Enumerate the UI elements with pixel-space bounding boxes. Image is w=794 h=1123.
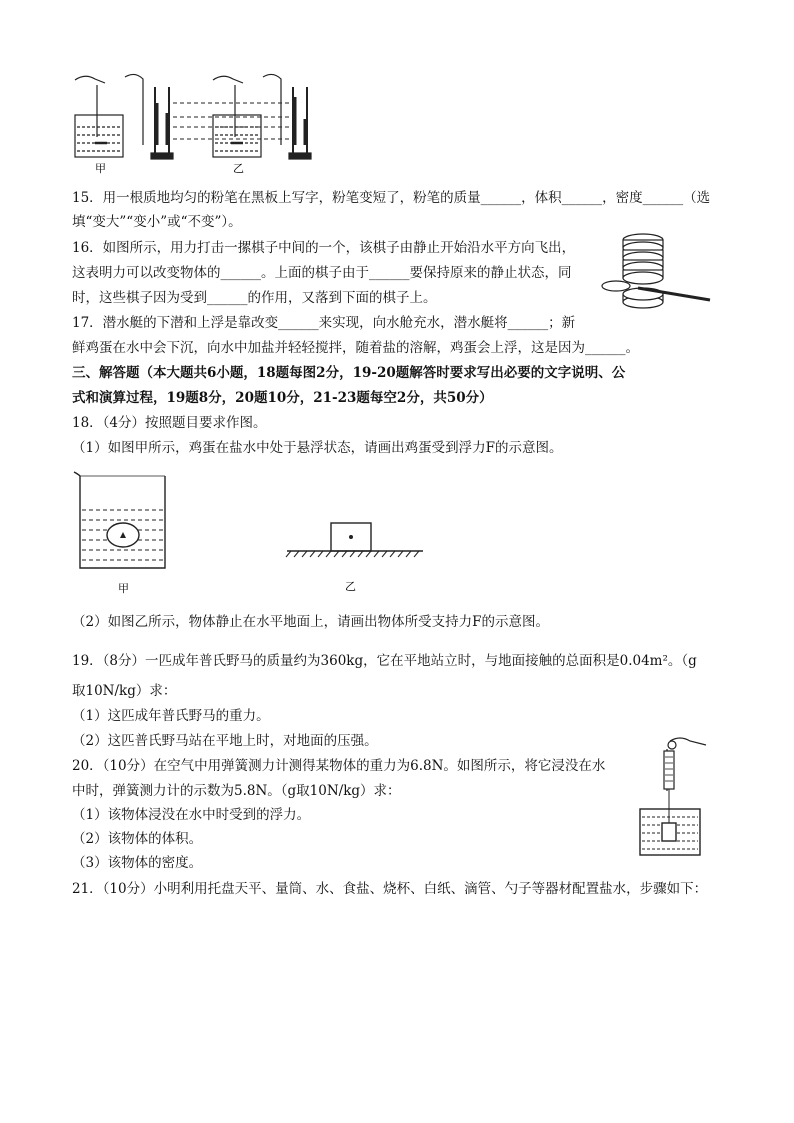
q19-part1: （1）这匹成年普氏野马的重力。 [72, 708, 270, 724]
q20-line2: 中时，弹簧测力计的示数为5.8N。（g取10N/kg）求： [72, 783, 401, 799]
top-figure-label-right: 乙 [233, 162, 244, 175]
q17-line1: 17．潜水艇的下潜和上浮是靠改变______来实现，向水舱充水，潜水艇将______；新 [72, 315, 576, 331]
q19-part2: （2）这匹普氏野马站在平地上时，对地面的压强。 [72, 733, 378, 749]
q18-part2: （2）如图乙所示，物体静止在水平地面上，请画出物体所受支持力F的示意图。 [72, 614, 549, 630]
apparatus-right [213, 74, 311, 159]
q16-figure-checker-stack [598, 228, 713, 318]
q19-line2: 取10N/kg）求： [72, 683, 177, 699]
top-figure-label-left: 甲 [95, 162, 106, 175]
section3-line2: 式和演算过程，19题8分，20题10分，21-23题每空2分，共50分） [72, 390, 493, 406]
q20-part1: （1）该物体浸没在水中时受到的浮力。 [72, 807, 311, 823]
apparatus-left [75, 74, 173, 159]
q18-figure-right-label: 乙 [345, 580, 356, 593]
q21-line1: 21．（10分）小明利用托盘天平、量筒、水、食盐、烧杯、白纸、滴管、勺子等器材配置盐水，步骤如下： [72, 881, 708, 897]
q18-figure-left-label: 甲 [118, 582, 129, 595]
q20-figure-spring-scale [632, 735, 712, 860]
submerged-object [662, 823, 676, 841]
q16-line1: 16．如图所示，用力打击一摞棋子中间的一个，该棋子由静止开始沿水平方向飞出， [72, 240, 576, 256]
q16-line3: 时，这些棋子因为受到______的作用，又落到下面的棋子上。 [72, 290, 437, 306]
q18-figure-right-block [283, 515, 433, 625]
q19-line1: 19．（8分）一匹成年普氏野马的质量约为360kg，它在平地站立时，与地面接触的总面积是0.04m²。（g [72, 653, 697, 669]
q20-line1: 20．（10分）在空气中用弹簧测力计测得某物体的重力为6.8N。如图所示，将它浸没在水 [72, 758, 606, 774]
q18-title: 18．（4分）按照题目要求作图。 [72, 415, 267, 431]
section3-line1: 三、解答题（本大题共6小题，18题每图2分，19-20题解答时要求写出必要的文字说明、公 [72, 365, 626, 381]
q17-line2: 鲜鸡蛋在水中会下沉，向水中加盐并轻轻搅拌，随着盐的溶解，鸡蛋会上浮，这是因为______。 [72, 340, 639, 356]
q15-line1: 15．用一根质地均匀的粉笔在黑板上写字，粉笔变短了，粉笔的质量______，体积______，密度______（选 [72, 190, 711, 206]
q18-figure-left-beaker [70, 468, 180, 598]
q15-line2: 填“变大”“变小”或“不变”）。 [72, 214, 242, 230]
top-figure-pressure-gauges [65, 65, 315, 175]
q16-line2: 这表明力可以改变物体的______。上面的棋子由于______要保持原来的静止状态，同 [72, 265, 572, 281]
q18-part1: （1）如图甲所示，鸡蛋在盐水中处于悬浮状态，请画出鸡蛋受到浮力F的示意图。 [72, 440, 563, 456]
q20-part3: （3）该物体的密度。 [72, 855, 203, 871]
q20-part2: （2）该物体的体积。 [72, 831, 203, 847]
block-center-dot [349, 535, 353, 539]
